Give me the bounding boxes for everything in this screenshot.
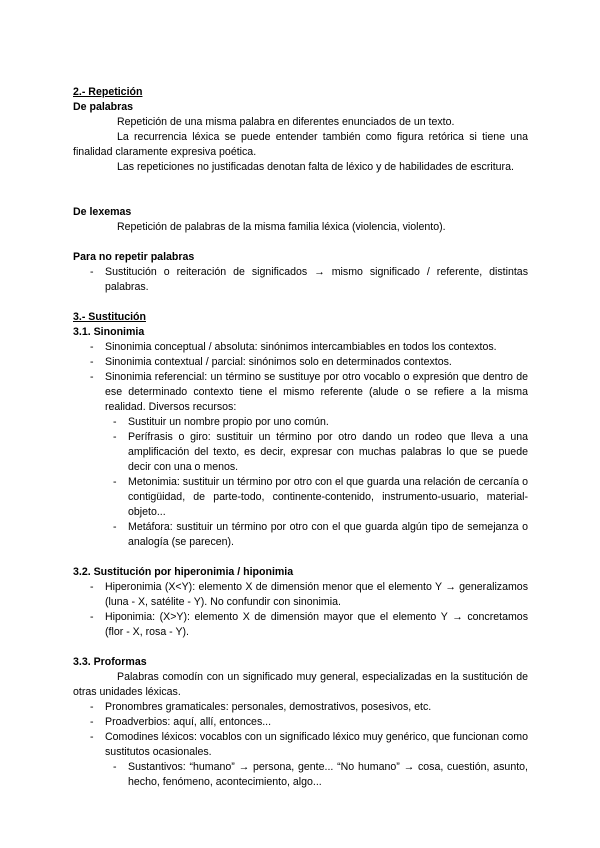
subheading-proformas: 3.3. Proformas — [73, 656, 147, 668]
list-item — [73, 370, 528, 550]
document-page — [73, 85, 528, 790]
nested-bullet-list — [105, 760, 528, 790]
bullet-list — [73, 580, 528, 640]
list-item: - Metonimia: sustituir un término por otro con el que guarda una relación de cercanía o contigüidad, de parte-todo, continente-contenido, instrumento-usuario, material-objeto... — [73, 475, 528, 520]
paragraph: Palabras comodín con un significado muy general, especializadas en la sustitución de otras unidades léxicas. — [73, 671, 528, 698]
list-item: - Proadverbios: aquí, allí, entonces... — [73, 715, 528, 730]
list-item: - Hiperonimia (X<Y): elemento X de dimensión menor que el elemento Y → generalizamos (luna - X, satélite - Y). No confundir con sinonimia. — [73, 580, 528, 610]
bullet-list — [73, 340, 528, 550]
subheading-sinonimia: 3.1. Sinonimia — [73, 326, 145, 338]
list-item: - Metáfora: sustituir un término por otro con el que guarda algún tipo de semejanza o analogía (se parecen). — [73, 520, 528, 550]
paragraph: Repetición de palabras de la misma familia léxica (violencia, violento). — [117, 221, 446, 233]
list-item — [73, 730, 528, 790]
section-3-title: 3.- Sustitución — [73, 311, 146, 323]
list-item: - Hiponimia: (X>Y): elemento X de dimensión mayor que el elemento Y → concretamos (flor - X, rosa - Y). — [73, 610, 528, 640]
bullet-list — [73, 700, 528, 790]
section-2-title: 2.- Repetición — [73, 86, 143, 98]
nested-bullet-list — [105, 415, 528, 550]
paragraph: Las repeticiones no justificadas denotan falta de léxico y de habilidades de escritura. — [117, 161, 514, 173]
subheading-no-repetir: Para no repetir palabras — [73, 251, 195, 263]
paragraph: La recurrencia léxica se puede entender también como figura retórica si tiene una finalidad claramente expresiva poética. — [73, 131, 528, 158]
list-item: - Sustitución o reiteración de significados → mismo significado / referente, distintas palabras. — [73, 265, 528, 295]
subheading-de-lexemas: De lexemas — [73, 206, 132, 218]
list-item: - Sinonimia conceptual / absoluta: sinónimos intercambiables en todos los contextos. — [73, 340, 528, 355]
paragraph: Repetición de una misma palabra en diferentes enunciados de un texto. — [117, 116, 455, 128]
list-item: - Sinonimia contextual / parcial: sinónimos solo en determinados contextos. — [73, 355, 528, 370]
list-item: - Sustantivos: “humano” → persona, gente... “No humano” → cosa, cuestión, asunto, hecho, fenómeno, acontecimiento, algo... — [73, 760, 528, 790]
bullet-list — [73, 265, 528, 295]
subheading-hiperonimia: 3.2. Sustitución por hiperonimia / hiponimia — [73, 566, 294, 578]
list-item-text: - Comodines léxicos: vocablos con un significado léxico muy genérico, que funcionan como sustitutos ocasionales. — [105, 731, 528, 758]
list-item: - Pronombres gramaticales: personales, demostrativos, posesivos, etc. — [73, 700, 528, 715]
list-item: - Sustituir un nombre propio por uno común. — [73, 415, 528, 430]
subheading-de-palabras: De palabras — [73, 101, 134, 113]
list-item: - Perífrasis o giro: sustituir un término por otro dando un rodeo que lleva a una amplificación del texto, es decir, expresar con muchas palabras lo que se puede decir con una o menos. — [73, 430, 528, 475]
list-item-text: - Sinonimia referencial: un término se sustituye por otro vocablo o expresión que dentro de ese determinado contexto tiene el mismo referente (alude o se refiere a la misma realidad. Diversos recursos: — [105, 371, 528, 413]
